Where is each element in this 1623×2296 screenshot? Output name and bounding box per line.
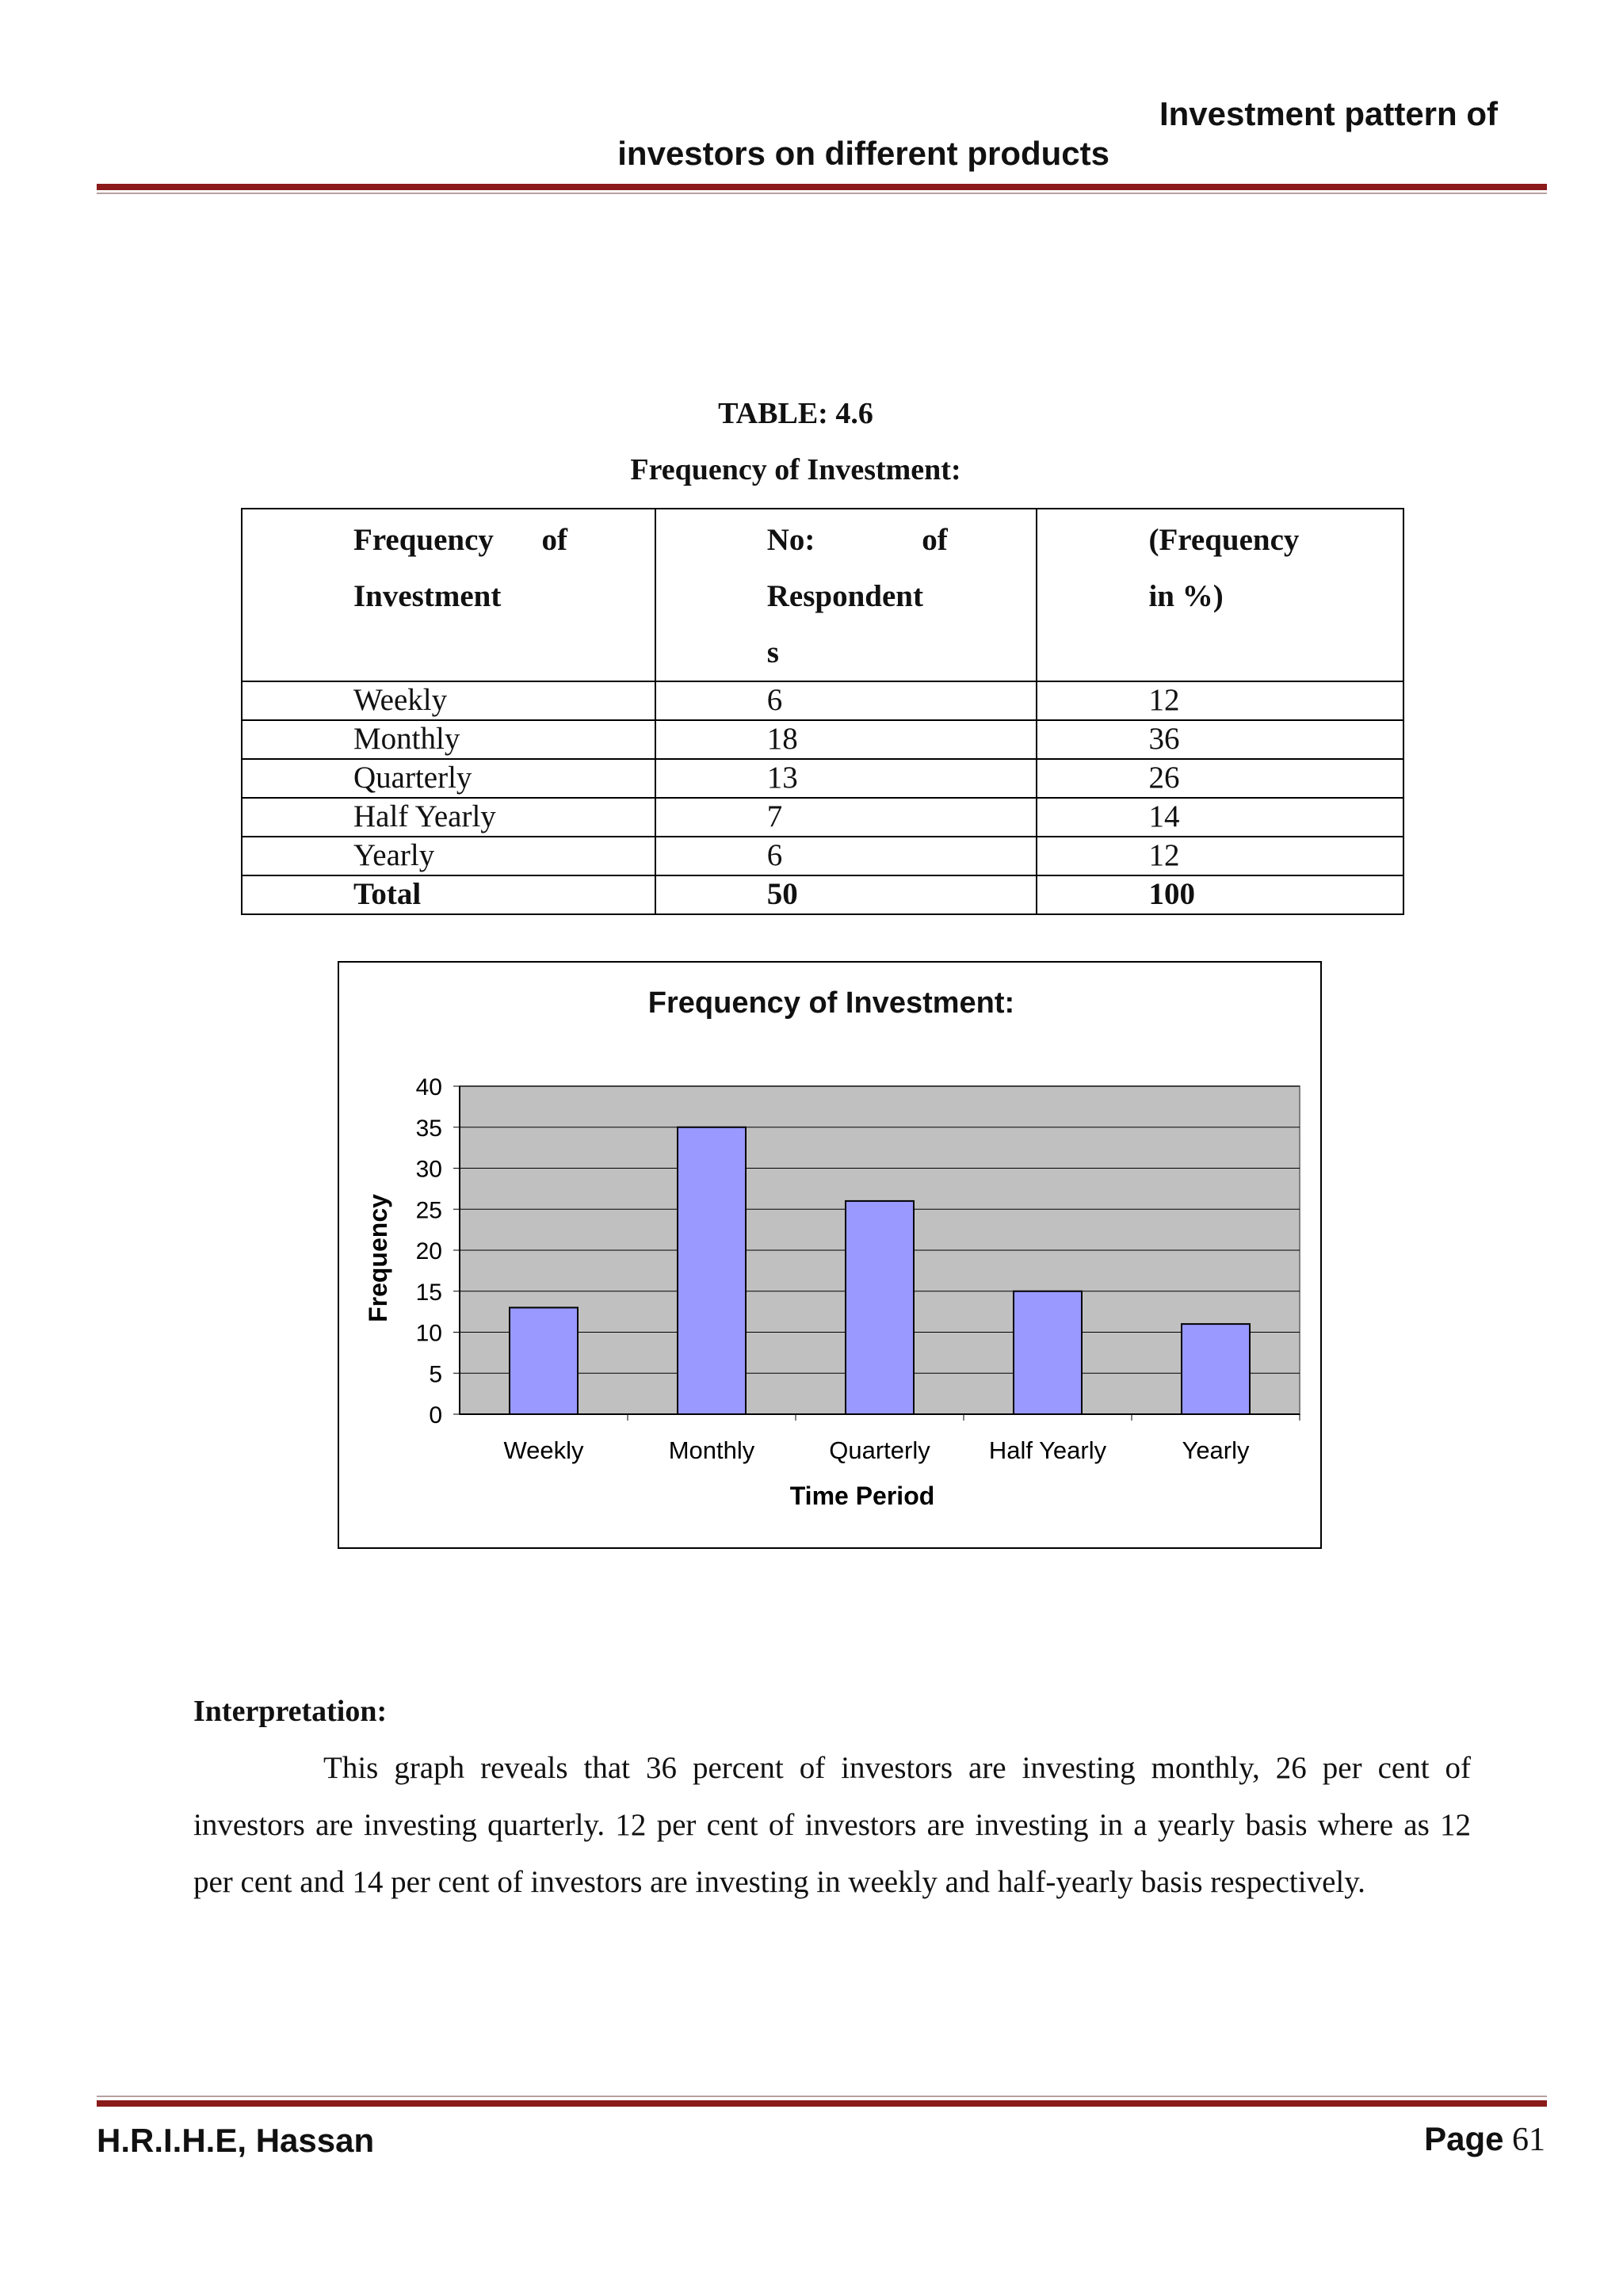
bar [1014, 1291, 1082, 1414]
cell-period: Monthly [353, 722, 460, 756]
cell-respondents: 7 [766, 799, 783, 833]
table-total-row [242, 875, 1403, 914]
cell-percent: 36 [1148, 722, 1180, 756]
header-text: (Frequency [1148, 523, 1300, 557]
y-tick-label: 35 [415, 1115, 442, 1142]
header-title-line1: Investment pattern of [1159, 95, 1498, 132]
table-caption: TABLE: 4.6 [718, 397, 873, 430]
bar [510, 1307, 578, 1414]
y-tick-label: 30 [415, 1156, 442, 1183]
table-row [242, 720, 1403, 759]
cell-percent: 12 [1148, 683, 1180, 717]
bar-chart [338, 961, 1322, 1549]
y-tick-labels [416, 1074, 442, 1428]
header-respondents [655, 509, 1037, 681]
chart-title: Frequency of Investment: [647, 986, 1015, 1020]
table-row [242, 837, 1403, 875]
table-row [242, 681, 1403, 720]
header-text: s [766, 635, 779, 669]
cell-period: Quarterly [353, 761, 472, 795]
page-label: Page [1424, 2120, 1504, 2157]
y-tick-label: 20 [415, 1238, 442, 1264]
header-text: in %) [1148, 579, 1224, 613]
x-tick-label: Monthly [668, 1436, 755, 1464]
y-tick-label: 15 [415, 1279, 442, 1306]
cell-percent: 14 [1148, 799, 1180, 833]
footer-rule [97, 2100, 1547, 2107]
cell-period: Half Yearly [353, 799, 496, 833]
y-tick-label: 40 [415, 1074, 442, 1100]
header-rule [97, 184, 1547, 190]
page-number: 61 [1512, 2122, 1545, 2158]
bar [678, 1127, 746, 1414]
x-tick-label: Yearly [1182, 1436, 1250, 1464]
footer-page [1424, 2120, 1545, 2159]
cell-percent: 26 [1148, 761, 1180, 795]
header-text: No: [766, 523, 815, 557]
table-row [242, 759, 1403, 798]
header-text: Investment [353, 579, 502, 613]
interpretation-paragraph [193, 1740, 1471, 1911]
header-rule-thin [97, 193, 1547, 194]
cell-total-percent: 100 [1148, 877, 1195, 911]
y-tick-label: 5 [429, 1361, 442, 1388]
bar [1182, 1324, 1250, 1414]
y-tick-label: 25 [415, 1197, 442, 1224]
x-axis-label: Time Period [789, 1482, 935, 1510]
x-tick-labels [503, 1436, 1250, 1464]
bar [846, 1201, 914, 1414]
header-text: Frequency [353, 523, 494, 557]
x-tick-label: Quarterly [829, 1436, 930, 1464]
footer-rule-thin [97, 2096, 1547, 2097]
y-tick-label: 0 [429, 1402, 442, 1428]
x-tick-label: Half Yearly [988, 1436, 1107, 1464]
cell-total-respondents: 50 [766, 877, 798, 911]
header-frequency [242, 509, 655, 681]
cell-respondents: 6 [766, 683, 783, 717]
table-title: Frequency of Investment: [630, 453, 961, 486]
table-header-row [242, 509, 1403, 681]
header-text: of [922, 523, 948, 557]
chart-canvas [339, 963, 1320, 1547]
footer-institution: H.R.I.H.E, Hassan [97, 2122, 375, 2159]
cell-respondents: 13 [766, 761, 798, 795]
header-title-line2: investors on different products [617, 135, 1109, 172]
cell-percent: 12 [1148, 838, 1180, 872]
interpretation-text: This graph reveals that 36 percent of investors are investing monthly, 26 per cent of investors are investing quarterly. 12 per cent of investors are investing in a yearly basis where as 12 per cent and 14 per cent of investors are investing in weekly and half-yearly basis respectively. [193, 1751, 1471, 1899]
cell-respondents: 18 [766, 722, 798, 756]
table-row [242, 798, 1403, 837]
frequency-table [241, 508, 1404, 915]
cell-period: Weekly [353, 683, 448, 717]
header-text: of [541, 523, 567, 557]
header-percent [1037, 509, 1403, 681]
interpretation-heading: Interpretation: [193, 1695, 388, 1728]
cell-respondents: 6 [766, 838, 783, 872]
x-tick-label: Weekly [503, 1436, 584, 1464]
cell-period: Yearly [353, 838, 435, 872]
cell-total-label: Total [353, 877, 422, 911]
header-text: Respondent [766, 579, 923, 613]
y-tick-label: 10 [415, 1320, 442, 1347]
y-axis-label: Frequency [364, 1194, 392, 1322]
